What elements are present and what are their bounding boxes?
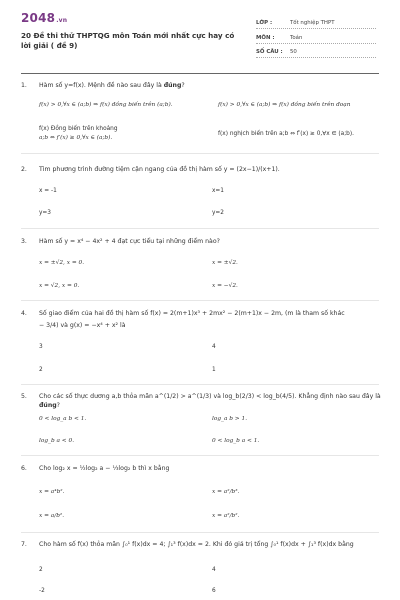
logo-text: 2048 xyxy=(21,11,56,25)
meta-mon-label: MÔN : xyxy=(256,35,275,41)
question-number: 5. xyxy=(21,393,27,400)
answer-option[interactable]: f(x) > 0,∀x ∈ (a;b) ⇒ f(x) đồng biến trên đoạn xyxy=(218,102,351,108)
answer-option[interactable]: x = -1 xyxy=(39,188,57,194)
answer-option[interactable]: f(x) Đồng biến trên khoảng xyxy=(39,126,118,132)
question-number: 6. xyxy=(21,465,27,472)
answer-option[interactable]: 2 xyxy=(39,567,43,573)
question-divider xyxy=(21,153,379,154)
answer-option[interactable]: f(x) nghịch biến trên a;b ⇔ f′(x) ≥ 0,∀x ∈ (a;b). xyxy=(218,131,354,137)
answer-option[interactable]: 3 xyxy=(39,344,43,350)
header xyxy=(0,0,400,68)
question-divider xyxy=(21,455,379,456)
question-emphasis: đúng xyxy=(163,82,182,89)
question-text-part: ? xyxy=(181,82,185,89)
question-text-part: Hàm số y=f(x). Mệnh đề nào sau đây là xyxy=(39,82,164,89)
answer-option[interactable]: x = √2, x = 0. xyxy=(39,283,80,289)
answer-option[interactable]: x = −√2. xyxy=(212,283,238,289)
answer-option[interactable]: x = a²/b². xyxy=(212,513,240,519)
logo-suffix: .vn xyxy=(56,17,68,24)
answer-option[interactable]: x = a²/b³. xyxy=(212,489,240,495)
question-text-part: ? xyxy=(56,402,60,409)
question-divider xyxy=(21,228,379,229)
question-text-line: Số giao điểm của hai đồ thị hàm số f(x) = 2(m+1)x³ + 2mx² − 2(m+1)x − 2m, (m là tham số khác xyxy=(39,310,345,317)
answer-option[interactable]: 0 < log_a b < 1. xyxy=(39,416,87,422)
answer-option-continued: a;b ⇔ f′(x) ≥ 0,∀x ∈ (a;b). xyxy=(39,135,113,141)
answer-option[interactable]: f(x) > 0,∀x ∈ (a;b) ⇒ f(x) đồng biến trên (a;b). xyxy=(39,102,173,108)
answer-option[interactable]: log_b a < 0. xyxy=(39,438,75,444)
question-divider xyxy=(21,532,379,533)
question-divider xyxy=(21,300,379,301)
meta-socau xyxy=(256,49,297,55)
meta-mon-value: Toán xyxy=(290,35,303,41)
question-number: 2. xyxy=(21,166,27,173)
question-text-part: Cho các số thực dương a,b thỏa mãn a^(1/2) > a^(1/3) và log_b(2/3) < log_b(4/5). Khẳng định nào sau đây là xyxy=(39,393,381,400)
answer-option[interactable]: y=2 xyxy=(212,210,224,216)
question-number: 4. xyxy=(21,310,27,317)
question-text: Cho log₂ x = ½log₂ a − ⅓log₂ b thì x bằng xyxy=(39,465,170,472)
header-divider xyxy=(21,73,379,74)
answer-option[interactable]: 6 xyxy=(212,588,216,594)
question-emphasis: đúng xyxy=(39,402,57,409)
answer-option[interactable]: x=1 xyxy=(212,188,224,194)
question-text: Cho hàm số f(x) thỏa mãn ∫₀¹ f(x)dx = 4; ∫₁³ f(x)dx = 2. Khi đó giá trị tổng ∫₀¹ f(x)dx + ∫₁³ f(x)dx bằng xyxy=(39,541,354,548)
answer-option[interactable]: -2 xyxy=(39,588,45,594)
meta-lop-label: LỚP : xyxy=(256,20,273,26)
question-text: Hàm số y = x⁴ − 4x² + 4 đạt cực tiểu tại những điểm nào? xyxy=(39,238,220,245)
answer-option[interactable]: x = ±√2, x = 0. xyxy=(39,260,85,266)
answer-option[interactable]: 4 xyxy=(212,567,216,573)
meta-mon xyxy=(256,35,302,41)
answer-option[interactable]: x = a⁴b². xyxy=(39,489,65,495)
meta-lop-value: Tốt nghiệp THPT xyxy=(290,20,335,26)
meta-socau-label: SỐ CÂU : xyxy=(256,49,283,55)
answer-option[interactable]: 0 < log_b a < 1. xyxy=(212,438,260,444)
site-logo[interactable] xyxy=(21,11,67,25)
question-number: 1. xyxy=(21,82,27,89)
question-number: 3. xyxy=(21,238,27,245)
exam-title: 20 Đề thi thử THPTQG môn Toán mới nhất cực hay có lời giải ( đề 9) xyxy=(21,31,235,50)
question-divider xyxy=(21,384,379,385)
answer-option[interactable]: x = a/b². xyxy=(39,513,65,519)
question-text xyxy=(39,392,384,410)
meta-lop xyxy=(256,20,335,26)
answer-option[interactable]: x = ±√2. xyxy=(212,260,238,266)
answer-option[interactable]: 1 xyxy=(212,367,216,373)
question-text xyxy=(39,81,185,90)
question-number: 7. xyxy=(21,541,27,548)
answer-option[interactable]: 4 xyxy=(212,344,216,350)
answer-option[interactable]: y=3 xyxy=(39,210,51,216)
answer-option[interactable]: 2 xyxy=(39,367,43,373)
question-text: Tìm phương trình đường tiệm cận ngang của đồ thị hàm số y = (2x−1)/(x+1). xyxy=(39,166,280,173)
question-text-line: − 3/4) và g(x) = −x⁴ + x² là xyxy=(39,322,126,329)
meta-socau-value: 50 xyxy=(290,49,297,55)
answer-option[interactable]: log_a b > 1. xyxy=(212,416,248,422)
